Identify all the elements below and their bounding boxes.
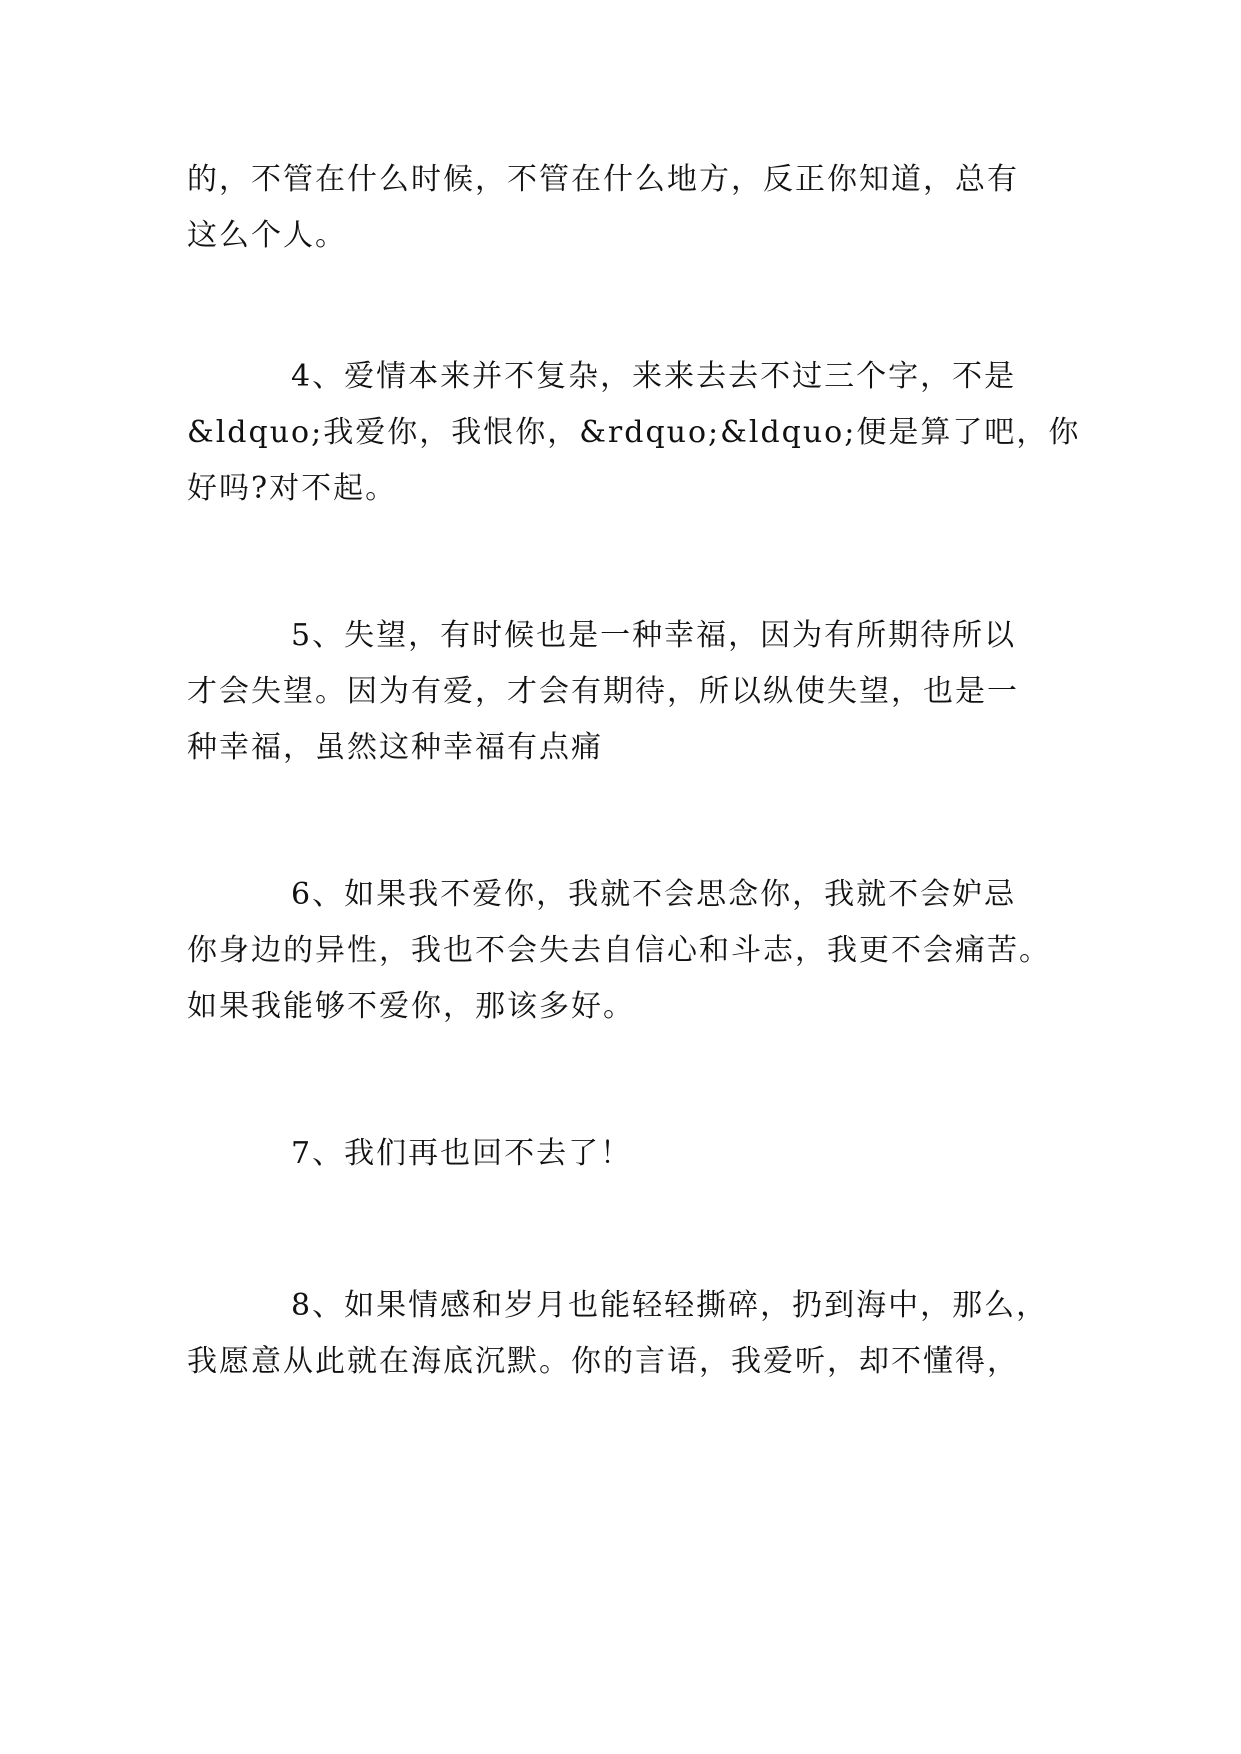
text-line: 种幸福，虽然这种幸福有点痛 xyxy=(187,730,603,765)
paragraph-item-7 xyxy=(187,1126,1067,1182)
text-line: 才会失望。因为有爱，才会有期待，所以纵使失望，也是一 xyxy=(187,674,1019,709)
text-line: 8、如果情感和岁月也能轻轻撕碎，扔到海中，那么， xyxy=(291,1288,1049,1323)
text-line: 6、如果我不爱你，我就不会思念你，我就不会妒忌 xyxy=(291,877,1017,912)
text-line: &ldquo;我爱你，我恨你，&rdquo;&ldquo;便是算了吧，你 xyxy=(187,415,1081,450)
paragraph-continuation xyxy=(187,152,1067,264)
text-line: 我愿意从此就在海底沉默。你的言语，我爱听，却不懂得， xyxy=(187,1344,1019,1379)
text-line: 这么个人。 xyxy=(187,218,347,253)
text-line: 的，不管在什么时候，不管在什么地方，反正你知道，总有 xyxy=(187,162,1019,197)
text-line: 你身边的异性，我也不会失去自信心和斗志，我更不会痛苦。 xyxy=(187,933,1051,968)
text-line: 如果我能够不爱你，那该多好。 xyxy=(187,989,635,1024)
paragraph-item-6 xyxy=(187,867,1067,1035)
text-line: 4、爱情本来并不复杂，来来去去不过三个字，不是 xyxy=(291,359,1017,394)
text-line: 5、失望，有时候也是一种幸福，因为有所期待所以 xyxy=(291,618,1017,653)
text-line: 7、我们再也回不去了！ xyxy=(291,1136,633,1171)
paragraph-item-8 xyxy=(187,1278,1067,1390)
text-line: 好吗?对不起。 xyxy=(187,471,398,506)
paragraph-item-4 xyxy=(187,349,1081,517)
paragraph-item-5 xyxy=(187,608,1067,776)
